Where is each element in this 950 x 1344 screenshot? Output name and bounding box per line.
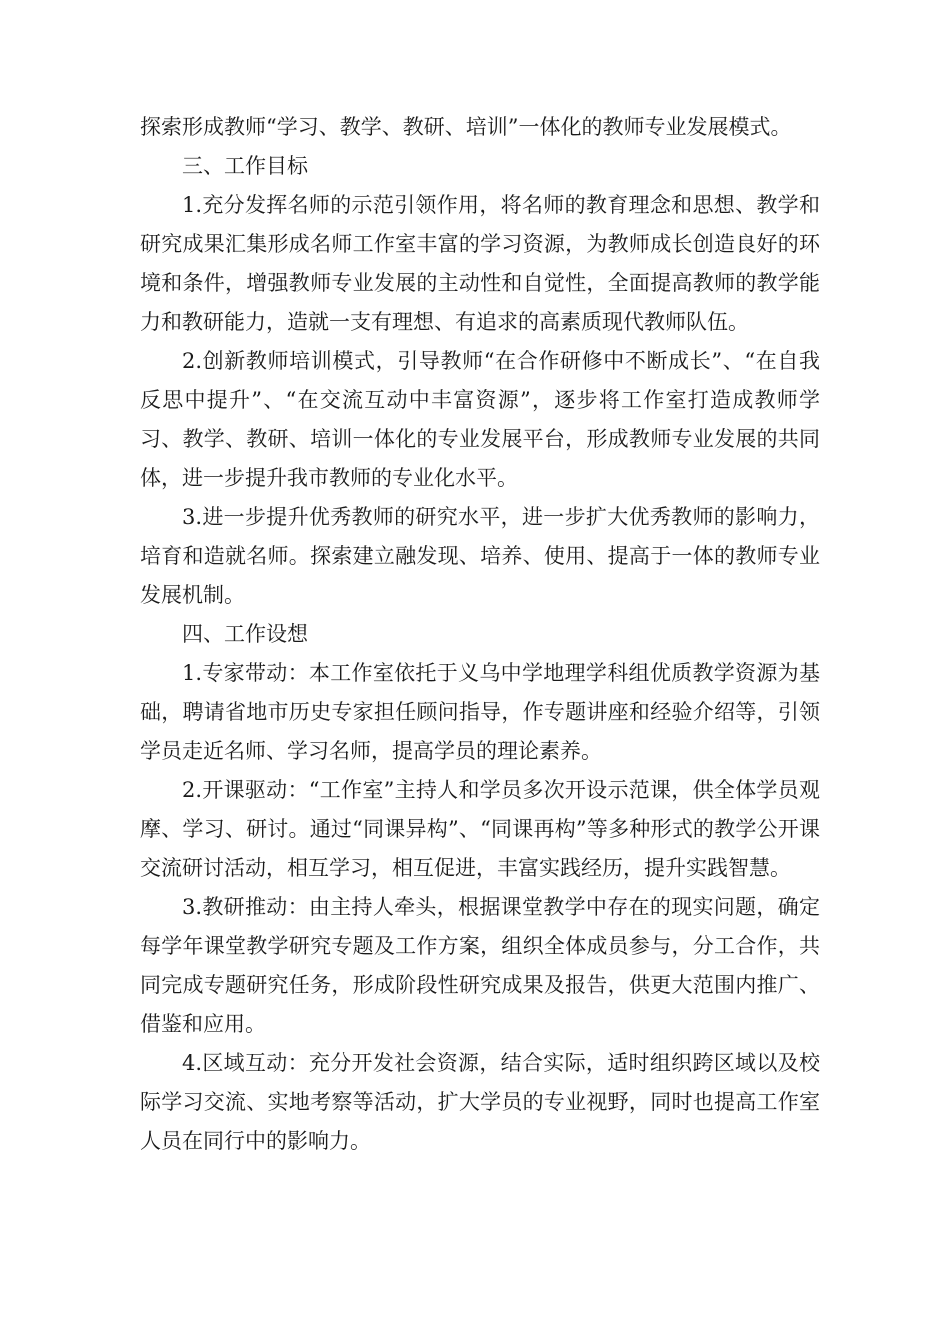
paragraph-goal-1: 1.充分发挥名师的示范引领作用，将名师的教育理念和思想、教学和研究成果汇集形成名师工作室丰富的学习资源，为教师成长创造良好的环境和条件，增强教师专业发展的主动性和自觉性，全面提高教师的教学能力和教研能力，造就一支有理想、有追求的高素质现代教师队伍。	[140, 193, 820, 334]
document-body	[140, 108, 820, 1161]
paragraph-goal-2: 2.创新教师培训模式，引导教师“在合作研修中不断成长”、“在自我反思中提升”、“在交流互动中丰富资源”，逐步将工作室打造成教师学习、教学、教研、培训一体化的专业发展平台，形成教师专业发展的共同体，进一步提升我市教师的专业化水平。	[140, 349, 820, 490]
paragraph-plan-4: 4.区域互动：充分开发社会资源，结合实际，适时组织跨区域以及校际学习交流、实地考察等活动，扩大学员的专业视野，同时也提高工作室人员在同行中的影响力。	[140, 1051, 820, 1153]
section-heading-goals: 三、工作目标	[182, 154, 308, 178]
paragraph-plan-2: 2.开课驱动：“工作室”主持人和学员多次开设示范课，供全体学员观摩、学习、研讨。通过“同课异构”、“同课再构”等多种形式的教学公开课交流研讨活动，相互学习，相互促进，丰富实践经历，提升实践智慧。	[140, 778, 820, 880]
section-heading-plan: 四、工作设想	[182, 622, 308, 646]
paragraph-goal-3: 3.进一步提升优秀教师的研究水平，进一步扩大优秀教师的影响力，培育和造就名师。探索建立融发现、培养、使用、提高于一体的教师专业发展机制。	[140, 505, 820, 607]
paragraph-continuation: 探索形成教师“学习、教学、教研、培训”一体化的教师专业发展模式。	[140, 115, 792, 139]
paragraph-plan-3: 3.教研推动：由主持人牵头，根据课堂教学中存在的现实问题，确定每学年课堂教学研究专题及工作方案，组织全体成员参与，分工合作，共同完成专题研究任务，形成阶段性研究成果及报告，供更大范围内推广、借鉴和应用。	[140, 895, 820, 1036]
paragraph-plan-1: 1.专家带动：本工作室依托于义乌中学地理学科组优质教学资源为基础，聘请省地市历史专家担任顾问指导，作专题讲座和经验介绍等，引领学员走近名师、学习名师，提高学员的理论素养。	[140, 661, 820, 763]
